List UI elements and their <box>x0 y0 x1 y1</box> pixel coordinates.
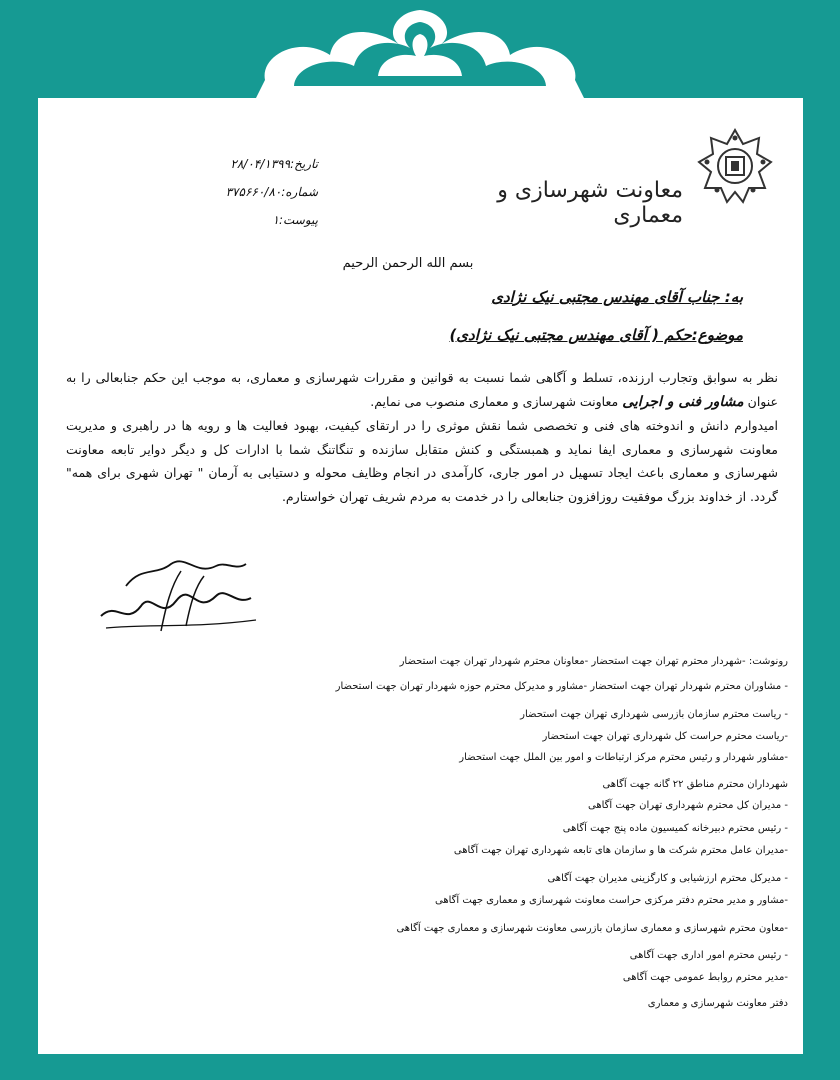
appointment-title: مشاور فنی و اجرایی <box>622 393 744 410</box>
addressee: به: جناب آقای مهندس مجتبی نیک نژادی <box>491 288 743 306</box>
org-title: معاونت شهرسازی و معماری <box>497 178 683 228</box>
letter-paper <box>38 98 803 1054</box>
cc-line: رونوشت: -شهردار محترم تهران جهت استحضار -معاونان محترم شهردار تهران جهت استحضار <box>399 656 788 667</box>
cc-line: شهرداران محترم مناطق ۲۲ گانه جهت آگاهی <box>602 779 788 790</box>
letter-meta <box>128 150 318 234</box>
header-ornament <box>240 0 600 100</box>
cc-line: دفتر معاونت شهرسازی و معماری <box>647 998 788 1009</box>
letter-body <box>66 366 778 508</box>
subject-line: موضوع:حکم ( آقای مهندس مجتبی نیک نژادی) <box>449 326 743 344</box>
cc-line: -مشاور شهردار و رئیس محترم مرکز ارتباطات و امور بین الملل جهت استحضار <box>459 752 788 763</box>
letter-attachment: پیوست:۱ <box>272 213 318 227</box>
cc-line: - مشاوران محترم شهردار تهران جهت استحضار -مشاور و مدیرکل محترم حوزه شهردار تهران جهت استحضار <box>335 681 788 692</box>
cc-line: - ریاست محترم سازمان بازرسی شهرداری تهران جهت استحضار <box>520 709 788 720</box>
cc-line: -مدیران عامل محترم شرکت ها و سازمان های تابعه شهرداری تهران جهت آگاهی <box>453 845 788 856</box>
cc-line: - مدیران کل محترم شهرداری تهران جهت آگاهی <box>588 800 788 811</box>
letter-number: شماره:۳۷۵۶۶۰/۸۰ <box>225 185 318 199</box>
body-paragraph-2: امیدوارم دانش و اندوخته های فنی و تخصصی شما نقش موثری را در ارتقای کیفیت، بهبود فعالیت ها و رویه ها در راهبری و مدیریت معاونت شهرسازی و معماری ایفا نماید و همبستگی و کنش متقابل سازنده و تنگاتنگ شما با ادارات کل و دیگر دوایر تابعه معاونت شهرسازی و معماری باعث ایجاد تسهیل در امور جاری، کارآمدی در انجام وظایف محوله و دستیابی به آرمان " تهران شهری برای همه" گردد. از خداوند بزرگ موفقیت روزافزون جنابعالی را در خدمت به مردم شریف تهران خواستارم. <box>66 418 778 504</box>
letter-date: تاریخ:۲۸/۰۴/۱۳۹۹ <box>230 157 318 171</box>
cc-line: -مدیر محترم روابط عمومی جهت آگاهی <box>622 972 788 983</box>
tehran-municipality-logo-icon <box>695 126 775 206</box>
cc-list <box>58 656 788 1009</box>
cc-line: -معاون محترم شهرسازی و معماری سازمان بازرسی معاونت شهرسازی و معماری جهت آگاهی <box>396 923 788 934</box>
body-paragraph-1-start: نظر به سوابق وتجارب ارزنده، تسلط و آگاهی شما نسبت به قوانین و مقررات شهرسازی و معماری، به موجب این حکم جنابعالی را به عنوان <box>66 370 778 409</box>
cc-line: -ریاست محترم حراست کل شهرداری تهران جهت استحضار <box>542 731 788 742</box>
cc-line: -مشاور و مدیر محترم دفتر مرکزی حراست معاونت شهرسازی و معماری جهت آگاهی <box>435 895 788 906</box>
body-paragraph-1 <box>66 366 778 414</box>
cc-line: - رئیس محترم دبیرخانه کمیسیون ماده پنج جهت آگاهی <box>562 823 788 834</box>
cc-line: - رئیس محترم امور اداری جهت آگاهی <box>629 950 788 961</box>
signature <box>86 546 266 636</box>
cc-line: - مدیرکل محترم ارزشیابی و کارگزینی مدیران جهت آگاهی <box>547 873 788 884</box>
body-paragraph-1-end: معاونت شهرسازی و معماری منصوب می نمایم. <box>370 393 623 409</box>
basmala: بسم الله الرحمن الرحیم <box>342 256 474 271</box>
